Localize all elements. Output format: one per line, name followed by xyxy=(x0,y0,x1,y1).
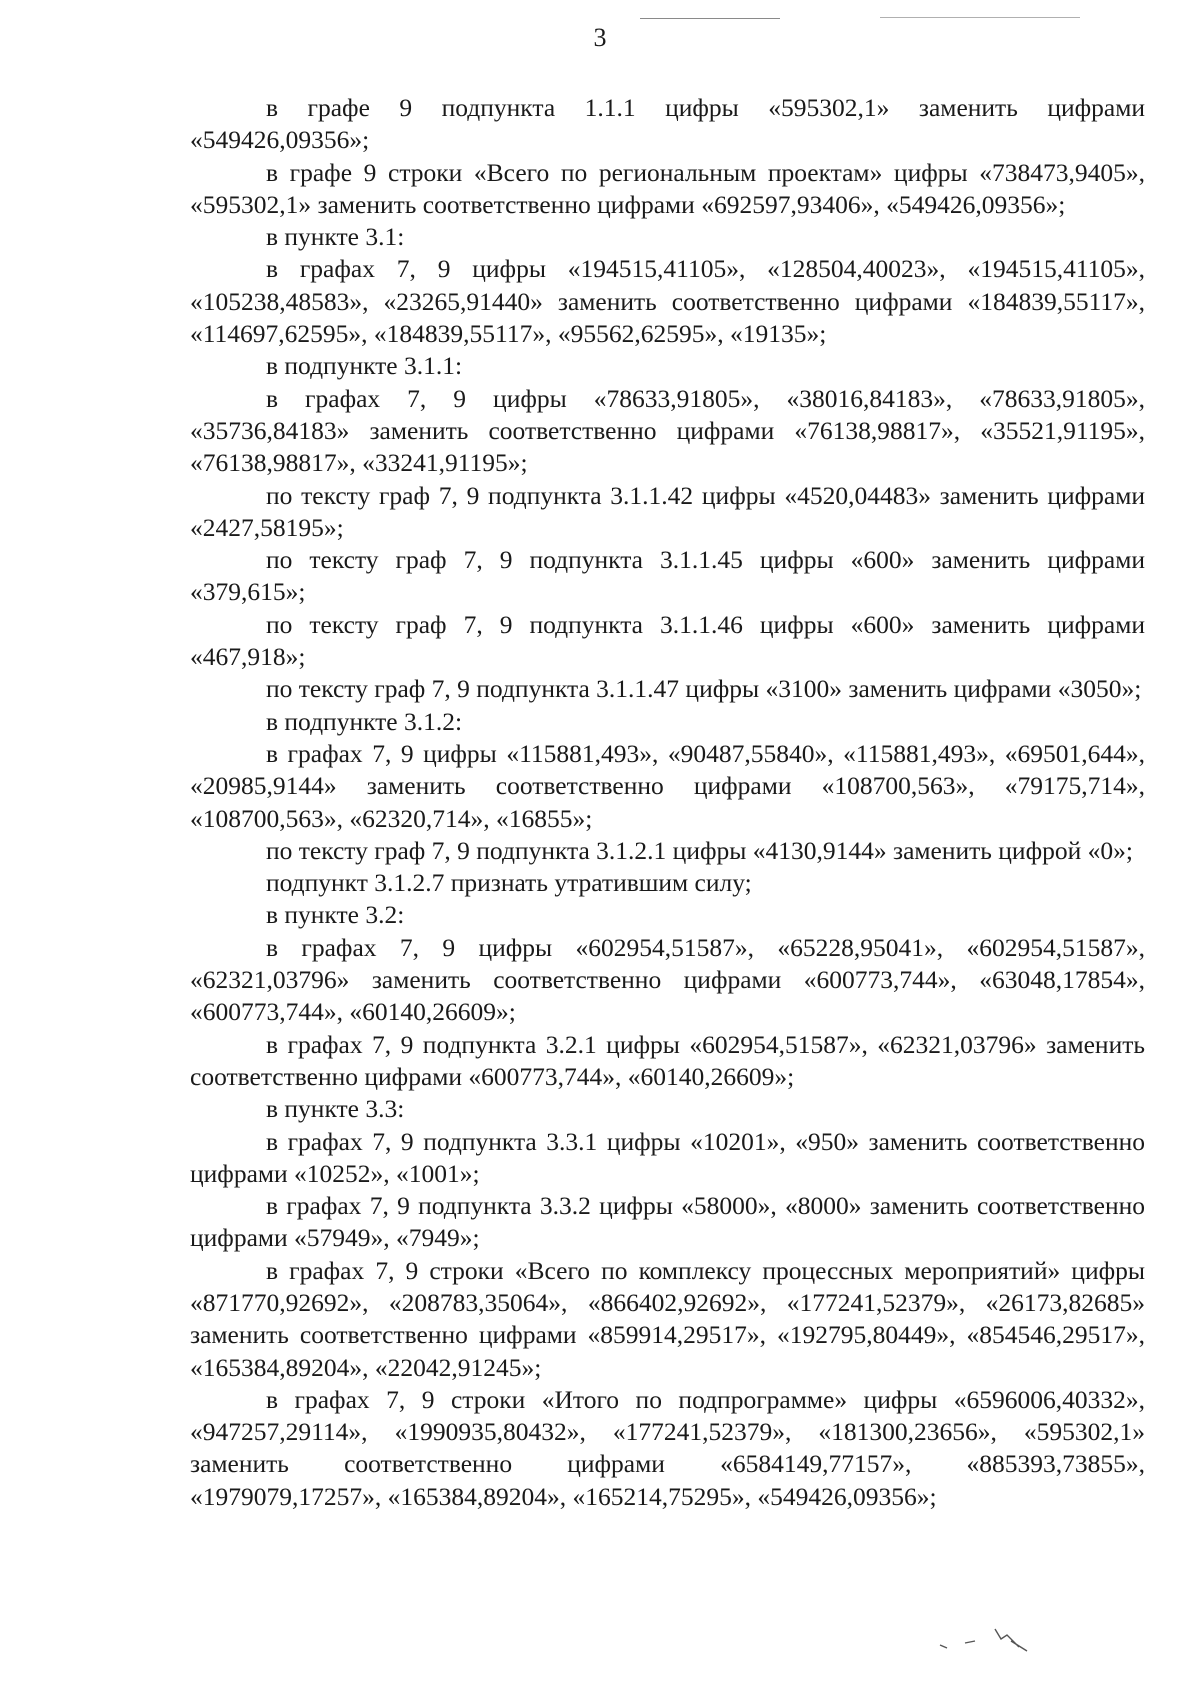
paragraph: в графах 7, 9 цифры «194515,41105», «128504,40023», «194515,41105», «105238,48583», «23265,91440» заменить соответственно цифрами «184839,55117», «114697,62595», «184839,55117», «95562,62595», «19135»; xyxy=(190,254,1145,349)
paragraph: в графах 7, 9 подпункта 3.2.1 цифры «602954,51587», «62321,03796» заменить соответственно цифрами «600773,744», «60140,26609»; xyxy=(190,1029,1145,1091)
pen-mark xyxy=(935,1625,1045,1655)
paragraph: в графах 7, 9 подпункта 3.3.2 цифры «58000», «8000» заменить соответственно цифрами «57949», «7949»; xyxy=(190,1191,1145,1253)
paragraph: в графах 7, 9 цифры «78633,91805», «38016,84183», «78633,91805», «35736,84183» заменить соответственно цифрами «76138,98817», «35521,91195», «76138,98817», «33241,91195»; xyxy=(190,383,1145,478)
paragraph: в пункте 3.1: xyxy=(266,222,405,252)
paragraph: в подпункте 3.1.1: xyxy=(266,351,463,381)
document-body xyxy=(190,92,1145,1513)
paragraph: по тексту граф 7, 9 подпункта 3.1.1.45 цифры «600» заменить цифрами «379,615»; xyxy=(190,545,1145,607)
paragraph: по тексту граф 7, 9 подпункта 3.1.1.47 цифры «3100» заменить цифрами «3050»; xyxy=(266,674,1142,704)
scan-artifact xyxy=(880,17,1080,18)
paragraph: подпункт 3.1.2.7 признать утратившим силу; xyxy=(266,868,752,898)
paragraph: в графах 7, 9 строки «Всего по комплексу процессных мероприятий» цифры «871770,92692», «208783,35064», «866402,92692», «177241,52379», «26173,82685» заменить соответственно цифрами «859914,29517», «192795,80449», «854546,29517», «165384,89204», «22042,91245»; xyxy=(190,1255,1145,1382)
paragraph: в графах 7, 9 подпункта 3.3.1 цифры «10201», «950» заменить соответственно цифрами «10252», «1001»; xyxy=(190,1126,1145,1188)
paragraph: в графе 9 подпункта 1.1.1 цифры «595302,1» заменить цифрами «549426,09356»; xyxy=(190,93,1145,155)
paragraph: в графах 7, 9 цифры «115881,493», «90487,55840», «115881,493», «69501,644», «20985,9144» заменить соответственно цифрами «108700,563», «79175,714», «108700,563», «62320,714», «16855»; xyxy=(190,738,1145,833)
paragraph: в пункте 3.2: xyxy=(266,900,405,930)
paragraph: в графах 7, 9 цифры «602954,51587», «65228,95041», «602954,51587», «62321,03796» заменить соответственно цифрами «600773,744», «63048,17854», «600773,744», «60140,26609»; xyxy=(190,932,1145,1027)
paragraph: в пункте 3.3: xyxy=(266,1094,405,1124)
paragraph: в графах 7, 9 строки «Итого по подпрограмме» цифры «6596006,40332», «947257,29114», «1990935,80432», «177241,52379», «181300,23656», «595302,1» заменить соответственно цифрами «6584149,77157», «885393,73855», «1979079,17257», «165384,89204», «165214,75295», «549426,09356»; xyxy=(190,1384,1145,1511)
page-number: 3 xyxy=(593,23,607,52)
paragraph: в подпункте 3.1.2: xyxy=(266,706,463,736)
scan-artifact xyxy=(640,18,780,19)
paragraph: по тексту граф 7, 9 подпункта 3.1.2.1 цифры «4130,9144» заменить цифрой «0»; xyxy=(266,835,1133,865)
paragraph: по тексту граф 7, 9 подпункта 3.1.1.42 цифры «4520,04483» заменить цифрами «2427,58195»; xyxy=(190,480,1145,542)
paragraph: в графе 9 строки «Всего по региональным проектам» цифры «738473,9405», «595302,1» заменить соответственно цифрами «692597,93406», «549426,09356»; xyxy=(190,157,1145,219)
paragraph: по тексту граф 7, 9 подпункта 3.1.1.46 цифры «600» заменить цифрами «467,918»; xyxy=(190,609,1145,672)
